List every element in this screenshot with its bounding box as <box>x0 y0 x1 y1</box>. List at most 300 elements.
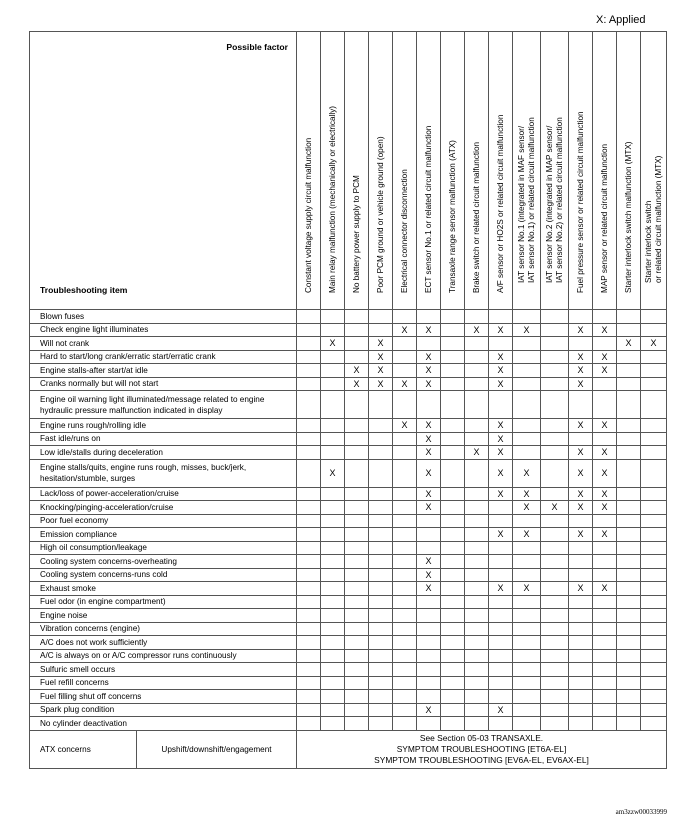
mark-cell <box>465 595 489 609</box>
mark-cell: X <box>417 446 441 460</box>
mark-cell <box>297 446 321 460</box>
mark-cell <box>593 636 617 650</box>
mark-cell <box>489 310 513 324</box>
mark-cell <box>321 350 345 364</box>
mark-cell: X <box>321 337 345 351</box>
mark-cell: X <box>541 501 569 515</box>
mark-cell <box>617 622 641 636</box>
mark-cell <box>489 555 513 569</box>
mark-cell <box>417 337 441 351</box>
mark-cell <box>541 487 569 501</box>
mark-cell <box>441 514 465 528</box>
mark-cell <box>489 541 513 555</box>
mark-cell <box>393 391 417 419</box>
mark-cell <box>441 649 465 663</box>
mark-cell <box>541 432 569 446</box>
mark-cell: X <box>417 377 441 391</box>
mark-cell <box>617 310 641 324</box>
mark-cell <box>321 514 345 528</box>
mark-cell <box>617 459 641 487</box>
atx-note-line: See Section 05-03 TRANSAXLE. <box>419 732 544 743</box>
mark-cell <box>369 419 393 433</box>
mark-cell: X <box>569 350 593 364</box>
troubleshooting-item: Fuel odor (in engine compartment) <box>30 595 297 609</box>
mark-cell <box>541 391 569 419</box>
atx-concerns-label: ATX concerns <box>30 730 137 768</box>
mark-cell <box>617 446 641 460</box>
mark-cell: X <box>593 350 617 364</box>
troubleshooting-item: Check engine light illuminates <box>30 323 297 337</box>
mark-cell: X <box>417 703 441 717</box>
mark-cell <box>541 609 569 623</box>
mark-cell <box>321 310 345 324</box>
mark-cell <box>489 568 513 582</box>
mark-cell: X <box>569 501 593 515</box>
mark-cell <box>441 310 465 324</box>
mark-cell <box>569 649 593 663</box>
mark-cell <box>641 432 667 446</box>
mark-cell <box>297 391 321 419</box>
mark-cell: X <box>417 555 441 569</box>
mark-cell <box>593 391 617 419</box>
mark-cell <box>345 622 369 636</box>
mark-cell <box>321 717 345 731</box>
mark-cell <box>513 446 541 460</box>
mark-cell <box>321 323 345 337</box>
mark-cell <box>617 364 641 378</box>
factor-label: IAT sensor No.2) or related circuit malfunction <box>554 117 564 283</box>
mark-cell <box>441 364 465 378</box>
mark-cell <box>569 555 593 569</box>
mark-cell <box>641 377 667 391</box>
mark-cell <box>641 528 667 542</box>
troubleshooting-item-label: Troubleshooting item <box>40 285 128 295</box>
troubleshooting-item: A/C does not work sufficiently <box>30 636 297 650</box>
mark-cell: X <box>593 323 617 337</box>
mark-cell <box>297 432 321 446</box>
mark-cell <box>593 717 617 731</box>
mark-cell <box>369 595 393 609</box>
mark-cell <box>489 649 513 663</box>
mark-cell <box>641 568 667 582</box>
mark-cell <box>641 649 667 663</box>
mark-cell <box>617 350 641 364</box>
mark-cell <box>345 459 369 487</box>
mark-cell <box>641 595 667 609</box>
mark-cell <box>513 690 541 704</box>
mark-cell <box>465 487 489 501</box>
factor-header-14 <box>617 32 641 310</box>
mark-cell <box>617 528 641 542</box>
troubleshooting-item: A/C is always on or A/C compressor runs continuously <box>30 649 297 663</box>
mark-cell <box>593 541 617 555</box>
mark-cell <box>441 568 465 582</box>
mark-cell <box>369 636 393 650</box>
mark-cell <box>393 582 417 596</box>
mark-cell <box>321 622 345 636</box>
mark-cell: X <box>345 377 369 391</box>
mark-cell <box>417 676 441 690</box>
factor-header-9 <box>489 32 513 310</box>
mark-cell: X <box>489 487 513 501</box>
mark-cell <box>393 622 417 636</box>
mark-cell <box>297 541 321 555</box>
mark-cell <box>593 690 617 704</box>
mark-cell <box>541 636 569 650</box>
header-corner <box>30 32 297 310</box>
factor-header-10 <box>513 32 541 310</box>
mark-cell <box>641 487 667 501</box>
mark-cell: X <box>593 419 617 433</box>
mark-cell <box>321 432 345 446</box>
mark-cell <box>345 649 369 663</box>
mark-cell <box>513 636 541 650</box>
mark-cell <box>541 446 569 460</box>
mark-cell <box>393 350 417 364</box>
mark-cell <box>541 323 569 337</box>
mark-cell <box>369 541 393 555</box>
atx-row <box>30 730 667 768</box>
mark-cell <box>617 649 641 663</box>
mark-cell <box>345 541 369 555</box>
mark-cell <box>569 703 593 717</box>
mark-cell: X <box>417 582 441 596</box>
mark-cell <box>513 419 541 433</box>
mark-cell <box>345 703 369 717</box>
mark-cell <box>541 690 569 704</box>
mark-cell <box>417 636 441 650</box>
mark-cell <box>465 622 489 636</box>
factor-header-11 <box>541 32 569 310</box>
mark-cell <box>569 622 593 636</box>
mark-cell: X <box>417 364 441 378</box>
mark-cell <box>489 690 513 704</box>
mark-cell <box>321 364 345 378</box>
mark-cell <box>489 609 513 623</box>
mark-cell <box>345 636 369 650</box>
mark-cell <box>369 501 393 515</box>
mark-cell <box>321 609 345 623</box>
mark-cell <box>441 717 465 731</box>
mark-cell <box>441 676 465 690</box>
factor-header-13 <box>593 32 617 310</box>
mark-cell <box>345 582 369 596</box>
mark-cell: X <box>489 377 513 391</box>
mark-cell <box>593 703 617 717</box>
mark-cell: X <box>569 459 593 487</box>
mark-cell <box>321 555 345 569</box>
mark-cell <box>465 717 489 731</box>
mark-cell <box>569 717 593 731</box>
mark-cell: X <box>417 487 441 501</box>
mark-cell <box>489 717 513 731</box>
mark-cell <box>393 432 417 446</box>
mark-cell <box>441 501 465 515</box>
mark-cell <box>417 391 441 419</box>
mark-cell: X <box>513 528 541 542</box>
table-row <box>30 487 667 501</box>
mark-cell <box>617 377 641 391</box>
mark-cell <box>393 690 417 704</box>
mark-cell <box>617 391 641 419</box>
mark-cell <box>417 622 441 636</box>
troubleshooting-item: Engine stalls/quits, engine runs rough, misses, buck/jerk, hesitation/stumble, surges <box>30 459 297 487</box>
factor-label: MAP sensor or related circuit malfunction <box>599 143 609 293</box>
mark-cell <box>345 501 369 515</box>
mark-cell <box>513 364 541 378</box>
mark-cell <box>593 622 617 636</box>
mark-cell <box>569 676 593 690</box>
mark-cell <box>641 391 667 419</box>
mark-cell <box>393 528 417 542</box>
mark-cell <box>513 555 541 569</box>
troubleshooting-item: Spark plug condition <box>30 703 297 717</box>
mark-cell <box>393 636 417 650</box>
mark-cell: X <box>513 582 541 596</box>
mark-cell <box>369 310 393 324</box>
factor-header-7 <box>441 32 465 310</box>
mark-cell <box>369 609 393 623</box>
table-row <box>30 676 667 690</box>
mark-cell <box>393 446 417 460</box>
mark-cell <box>345 528 369 542</box>
mark-cell: X <box>417 568 441 582</box>
mark-cell: X <box>489 432 513 446</box>
factor-label: Constant voltage supply circuit malfunction <box>303 137 313 293</box>
mark-cell <box>321 649 345 663</box>
mark-cell: X <box>369 377 393 391</box>
mark-cell <box>417 609 441 623</box>
mark-cell <box>393 459 417 487</box>
mark-cell <box>541 310 569 324</box>
mark-cell: X <box>393 419 417 433</box>
mark-cell <box>369 487 393 501</box>
mark-cell <box>541 622 569 636</box>
table-row <box>30 419 667 433</box>
mark-cell <box>441 609 465 623</box>
mark-cell <box>441 323 465 337</box>
mark-cell <box>569 337 593 351</box>
mark-cell <box>345 323 369 337</box>
mark-cell <box>489 676 513 690</box>
mark-cell <box>369 703 393 717</box>
mark-cell <box>541 676 569 690</box>
table-row <box>30 391 667 419</box>
mark-cell <box>465 528 489 542</box>
mark-cell <box>393 703 417 717</box>
mark-cell: X <box>369 350 393 364</box>
mark-cell <box>417 514 441 528</box>
mark-cell <box>441 377 465 391</box>
mark-cell <box>393 649 417 663</box>
mark-cell <box>541 528 569 542</box>
mark-cell: X <box>569 528 593 542</box>
mark-cell <box>513 595 541 609</box>
troubleshooting-item: Engine oil warning light illuminated/message related to engine hydraulic pressure malfunction indicated in display <box>30 391 297 419</box>
mark-cell: X <box>593 582 617 596</box>
mark-cell <box>393 310 417 324</box>
mark-cell <box>489 514 513 528</box>
mark-cell <box>441 432 465 446</box>
mark-cell <box>541 703 569 717</box>
mark-cell <box>369 649 393 663</box>
mark-cell <box>441 419 465 433</box>
table-row <box>30 310 667 324</box>
table-row <box>30 337 667 351</box>
mark-cell <box>369 676 393 690</box>
mark-cell <box>393 364 417 378</box>
mark-cell <box>417 595 441 609</box>
mark-cell <box>297 364 321 378</box>
mark-cell <box>617 568 641 582</box>
mark-cell <box>465 609 489 623</box>
atx-note-line: SYMPTOM TROUBLESHOOTING [ET6A-EL] <box>396 743 567 754</box>
mark-cell: X <box>369 337 393 351</box>
mark-cell: X <box>465 323 489 337</box>
mark-cell <box>641 350 667 364</box>
mark-cell: X <box>569 487 593 501</box>
troubleshooting-item: Fast idle/runs on <box>30 432 297 446</box>
table-row <box>30 350 667 364</box>
mark-cell <box>541 459 569 487</box>
mark-cell: X <box>489 419 513 433</box>
mark-cell <box>393 568 417 582</box>
mark-cell <box>441 487 465 501</box>
mark-cell: X <box>593 446 617 460</box>
mark-cell <box>369 717 393 731</box>
mark-cell <box>641 609 667 623</box>
mark-cell: X <box>513 487 541 501</box>
mark-cell <box>513 649 541 663</box>
factor-label: Starter interlock switch malfunction (MTX) <box>623 141 633 293</box>
mark-cell <box>569 636 593 650</box>
mark-cell <box>393 676 417 690</box>
mark-cell <box>569 432 593 446</box>
mark-cell <box>541 419 569 433</box>
troubleshooting-item: Poor fuel economy <box>30 514 297 528</box>
mark-cell: X <box>369 364 393 378</box>
mark-cell <box>513 663 541 677</box>
mark-cell <box>617 501 641 515</box>
factor-label: Fuel pressure sensor or related circuit malfunction <box>575 111 585 293</box>
mark-cell <box>641 622 667 636</box>
mark-cell <box>513 676 541 690</box>
mark-cell <box>465 582 489 596</box>
mark-cell <box>369 323 393 337</box>
possible-factor-label: Possible factor <box>226 42 288 52</box>
mark-cell <box>297 663 321 677</box>
mark-cell: X <box>489 703 513 717</box>
mark-cell <box>541 337 569 351</box>
mark-cell <box>393 663 417 677</box>
mark-cell <box>541 364 569 378</box>
mark-cell <box>465 310 489 324</box>
table-row <box>30 663 667 677</box>
mark-cell <box>393 514 417 528</box>
mark-cell <box>441 622 465 636</box>
mark-cell <box>513 337 541 351</box>
mark-cell <box>393 541 417 555</box>
troubleshooting-item: Vibration concerns (engine) <box>30 622 297 636</box>
mark-cell <box>465 703 489 717</box>
mark-cell <box>569 541 593 555</box>
mark-cell: X <box>489 459 513 487</box>
mark-cell <box>297 622 321 636</box>
mark-cell <box>297 555 321 569</box>
mark-cell: X <box>569 582 593 596</box>
table-row <box>30 649 667 663</box>
mark-cell <box>393 487 417 501</box>
table-row <box>30 703 667 717</box>
mark-cell <box>465 514 489 528</box>
table-row <box>30 514 667 528</box>
mark-cell <box>489 636 513 650</box>
table-row <box>30 364 667 378</box>
mark-cell: X <box>417 419 441 433</box>
mark-cell <box>297 514 321 528</box>
mark-cell <box>345 514 369 528</box>
header-row <box>30 32 667 310</box>
mark-cell <box>297 419 321 433</box>
mark-cell <box>345 350 369 364</box>
troubleshooting-item: Low idle/stalls during deceleration <box>30 446 297 460</box>
factor-label: or related circuit malfunction (MTX) <box>653 155 663 283</box>
mark-cell <box>345 487 369 501</box>
mark-cell <box>321 703 345 717</box>
mark-cell <box>541 582 569 596</box>
mark-cell <box>617 663 641 677</box>
troubleshooting-item: Engine stalls-after start/at idle <box>30 364 297 378</box>
mark-cell <box>465 568 489 582</box>
mark-cell <box>345 568 369 582</box>
mark-cell <box>321 391 345 419</box>
mark-cell: X <box>593 501 617 515</box>
mark-cell <box>297 636 321 650</box>
mark-cell <box>297 459 321 487</box>
mark-cell <box>321 663 345 677</box>
mark-cell: X <box>393 377 417 391</box>
mark-cell <box>593 649 617 663</box>
mark-cell: X <box>641 337 667 351</box>
mark-cell <box>617 676 641 690</box>
mark-cell <box>297 568 321 582</box>
mark-cell <box>641 636 667 650</box>
mark-cell <box>441 459 465 487</box>
factor-header-15 <box>641 32 667 310</box>
atx-note <box>297 730 667 768</box>
troubleshooting-item: Will not crank <box>30 337 297 351</box>
table-row <box>30 609 667 623</box>
mark-cell <box>465 555 489 569</box>
mark-cell: X <box>489 323 513 337</box>
mark-cell <box>541 350 569 364</box>
factor-label: IAT sensor No.1 (integrated in MAF sensor/ <box>516 125 526 283</box>
mark-cell <box>441 337 465 351</box>
mark-cell <box>569 595 593 609</box>
mark-cell: X <box>593 459 617 487</box>
mark-cell <box>617 636 641 650</box>
mark-cell: X <box>593 364 617 378</box>
mark-cell <box>441 595 465 609</box>
mark-cell <box>513 703 541 717</box>
mark-cell <box>513 609 541 623</box>
mark-cell <box>465 419 489 433</box>
mark-cell <box>345 419 369 433</box>
mark-cell <box>369 582 393 596</box>
mark-cell <box>297 676 321 690</box>
mark-cell <box>641 703 667 717</box>
mark-cell <box>297 717 321 731</box>
